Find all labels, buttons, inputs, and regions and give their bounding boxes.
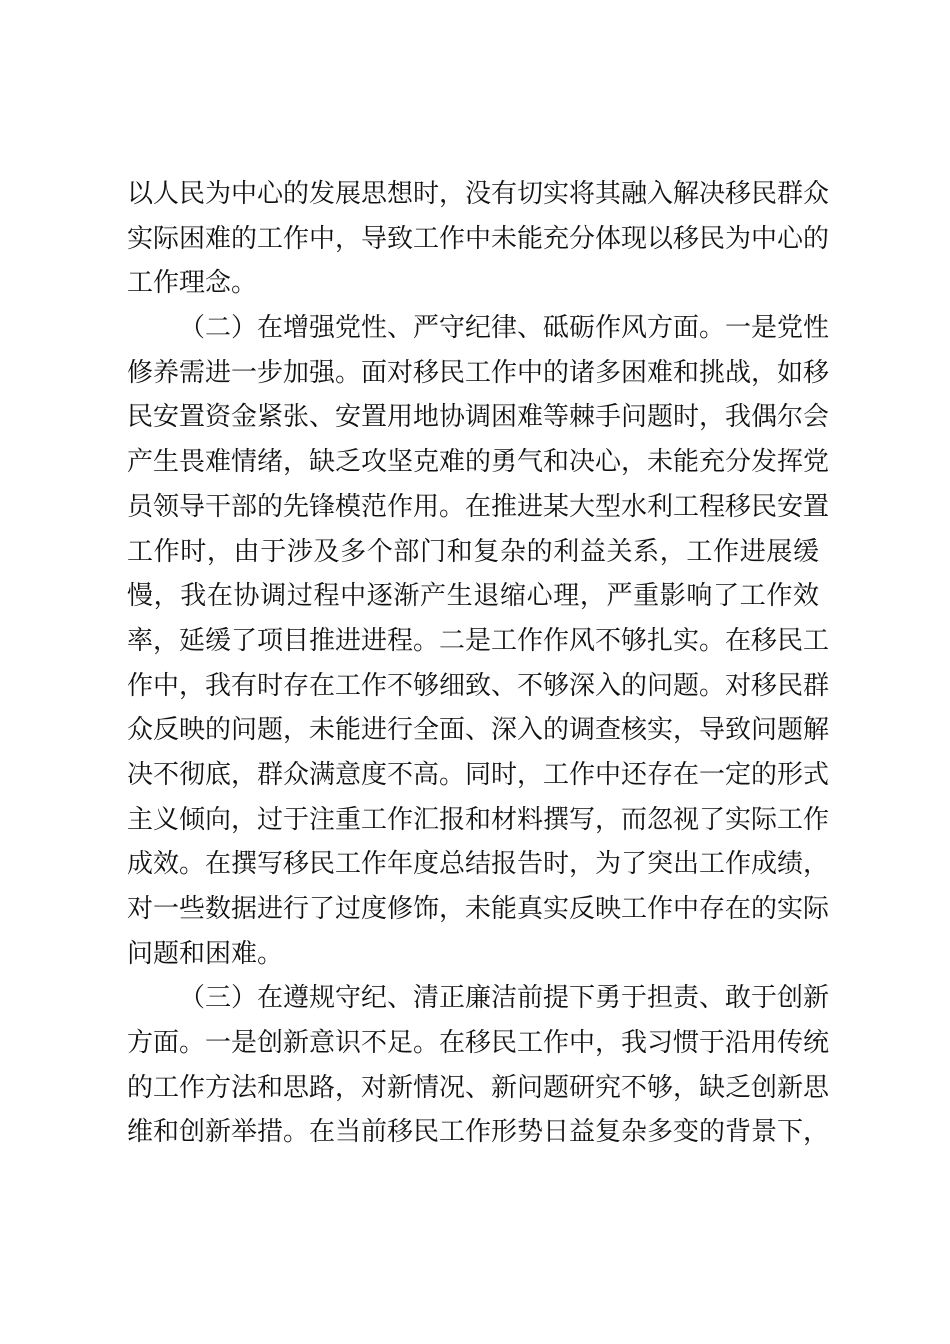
text-line: 以人民为中心的发展思想时，没有切实将其融入解决移民群众: [127, 179, 830, 209]
text-line: 民安置资金紧张、安置用地协调困难等棘手问题时，我偶尔会: [127, 402, 830, 433]
text-line: 员领导干部的先锋模范作用。在推进某大型水利工程移民安置: [127, 491, 830, 522]
paragraph-1: [127, 172, 830, 306]
text-line: 众反映的问题，未能进行全面、深入的调查核实，导致问题解: [127, 715, 830, 746]
text-line: （三）在遵规守纪、清正廉洁前提下勇于担责、敢于创新: [179, 983, 830, 1014]
text-line: 工作理念。: [127, 268, 258, 299]
paragraph-3: [127, 976, 830, 1155]
text-line: 问题和困难。: [127, 938, 284, 969]
text-line: 修养需进一步加强。面对移民工作中的诸多困难和挑战，如移: [127, 357, 830, 388]
text-line: 工作时，由于涉及多个部门和复杂的利益关系，工作进展缓: [127, 536, 819, 567]
text-line: 作中，我有时存在工作不够细致、不够深入的问题。对移民群: [127, 670, 830, 701]
text-line: 率，延缓了项目推进进程。二是工作作风不够扎实。在移民工: [127, 625, 830, 656]
text-line: 产生畏难情绪，缺乏攻坚克难的勇气和决心，未能充分发挥党: [127, 447, 830, 478]
text-line: （二）在增强党性、严守纪律、砥砺作风方面。一是党性: [179, 313, 830, 344]
text-line: 慢，我在协调过程中逐渐产生退缩心理，严重影响了工作效: [127, 581, 819, 612]
text-line: 方面。一是创新意识不足。在移民工作中，我习惯于沿用传统: [127, 1028, 830, 1059]
text-line: 对一些数据进行了过度修饰，未能真实反映工作中存在的实际: [127, 894, 830, 924]
text-line: 的工作方法和思路，对新情况、新问题研究不够，缺乏创新思: [127, 1072, 830, 1103]
text-line: 决不彻底，群众满意度不高。同时，工作中还存在一定的形式: [127, 759, 830, 790]
text-line: 实际困难的工作中，导致工作中未能充分体现以移民为中心的: [127, 223, 830, 254]
document-body: [127, 172, 830, 1155]
text-line: 成效。在撰写移民工作年度总结报告时，为了突出工作成绩，: [127, 849, 830, 880]
text-line: 维和创新举措。在当前移民工作形势日益复杂多变的背景下，: [127, 1117, 830, 1148]
paragraph-2: [127, 306, 830, 976]
text-line: 主义倾向，过于注重工作汇报和材料撰写，而忽视了实际工作: [127, 804, 830, 835]
